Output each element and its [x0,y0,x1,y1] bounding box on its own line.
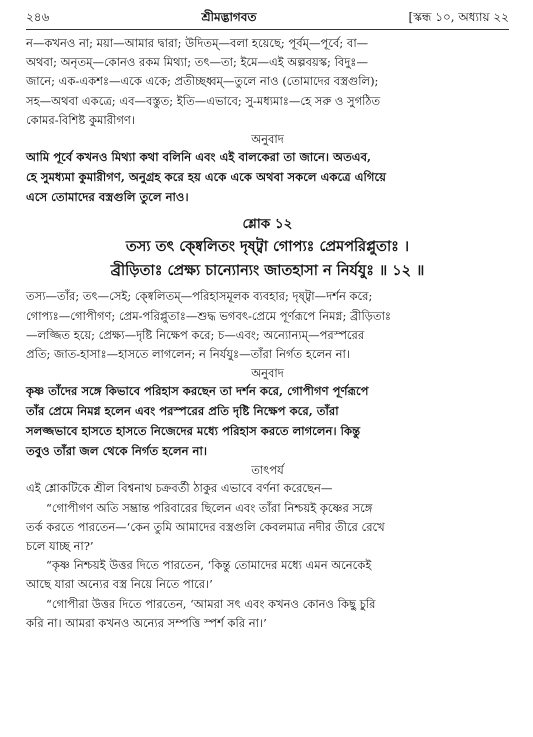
synonym-line: অথবা; অনৃতম্—কোনও রকম মিথ্যা; তৎ—তা; ইমে—এই অল্পবয়স্ক; বিদুঃ— [26,55,368,70]
translation-heading: অনুবাদ [251,366,284,381]
translation-line: হে সুমধ্যমা কুমারীগণ, অনুগ্রহ করে হয় একে একে অথবা সকলে একত্রে এগিয়ে [26,169,386,184]
purport-block [26,479,509,633]
synonyms-block-1 [26,34,509,130]
synonym-line: গোপ্যঃ—গোপীগণ; প্রেম-পরিপ্লুতাঃ—শুদ্ধ ভগবৎ-প্রেমে পূর্ণরূপে নিমগ্ন; ব্রীড়িতাঃ [26,308,392,323]
page-number: ২৪৬ [26,10,50,24]
translation-line: সলজ্জভাবে হাসতে হাসতে নিজেদের মধ্যে পরিহাস করতে লাগলেন। কিন্তু [26,423,361,438]
purport-line: চলে যাচ্ছ না?’ [26,539,94,554]
synonym-line: কোমর-বিশিষ্ট কুমারীগণ। [26,112,135,127]
synonym-line: ন—কখনও না; ময়া—আমার দ্বারা; উদিতম্—বলা হয়েছে; পূর্বম্—পূর্বে; বা— [26,36,369,50]
purport-intro: এই শ্লোকটিকে শ্রীল বিশ্বনাথ চক্রবর্তী ঠাকুর এভাবে বর্ণনা করেছেন— [26,481,333,496]
verse-number: শ্লোক ১২ [242,216,293,233]
chapter-location: [স্কন্ধ ১০, অধ্যায় ২২ [408,10,509,24]
book-title: শ্রীমদ্ভাগবত [201,10,257,24]
synonym-line: প্রতি; জাত-হাসাঃ—হাসতে লাগলেন; ন নির্যযুঃ—তাঁরা নির্গত হলেন না। [26,347,350,362]
synonyms-block-2 [26,287,509,364]
translation-line: তবুও তাঁরা জল থেকে নির্গত হলেন না। [26,443,207,458]
translation-line: আমি পূর্বে কখনও মিথ্যা কথা বলিনি এবং এই বালকেরা তা জানে। অতএব, [26,150,372,165]
purport-line: “গোপীরা উত্তর দিতে পারতেন, ‘আমরা সৎ এবং কখনও কোনও কিছু চুরি [46,596,376,611]
purport-line: আছে যারা অন্যের বস্ত্র নিয়ে নিতে পারে।’ [26,577,213,592]
translation-block-1 [26,148,509,207]
synonym-line: জানে; এক-একশঃ—একে একে; প্রতীচ্ছধ্বম্—তুলে নাও (তোমাদের বস্ত্রগুলি); [26,74,379,89]
synonym-line: —লজ্জিত হয়ে; প্রেক্ষ্য—দৃষ্টি নিক্ষেপ করে; চ—এবং; অন্যোন্যম্—পরস্পরের [26,327,365,342]
translation-line: এসে তোমাদের বস্ত্রগুলি তুলে নাও। [26,189,189,204]
page-header [26,8,509,30]
translation-line: তাঁর প্রেমে নিমগ্ন হলেন এবং পরস্পরের প্রতি দৃষ্টি নিক্ষেপ করে, তাঁরা [26,404,339,419]
sanskrit-verse [26,235,509,283]
purport-line: করি না। আমরা কখনও অন্যের সম্পত্তি স্পর্শ করি না।’ [26,615,267,630]
synonym-line: তস্য—তাঁর; তৎ—সেই; ক্ষ্বেলিতম্—পরিহাসমূলক ব্যবহার; দৃষ্ট্বা—দর্শন করে; [26,289,373,304]
purport-heading: তাৎপর্য [251,463,284,478]
verse-line: তস্য তৎ ক্ষ্বেলিতং দৃষ্ট্বা গোপ্যঃ প্রেমপরিপ্লুতাঃ । [125,238,410,256]
translation-block-2 [26,382,509,461]
purport-line: তর্ক করতে পারতেন—‘কেন তুমি আমাদের বস্ত্রগুলি কেবলমাত্র নদীর তীরে রেখে [26,519,385,534]
purport-line: “গোপীগণ অতি সম্ভ্রান্ত পরিবারের ছিলেন এবং তাঁরা নিশ্চয়ই কৃষ্ণের সঙ্গে [46,500,373,515]
translation-heading: অনুবাদ [251,132,284,147]
purport-line: “কৃষ্ণ নিশ্চয়ই উত্তর দিতে পারতেন, ‘কিন্তু তোমাদের মধ্যে এমন অনেকেই [46,558,372,573]
verse-line: ব্রীড়িতাঃ প্রেক্ষ্য চান্যোন্যং জাতহাসা ন নির্যযুঃ ॥ ১২ ॥ [110,262,425,280]
synonym-line: সহ—অথবা একত্রে; এব—বস্তুত; ইতি—এভাবে; সু-মধ্যমাঃ—হে সরু ও সুগঠিত [26,93,381,108]
translation-line: কৃষ্ণ তাঁদের সঙ্গে কিভাবে পরিহাস করছেন তা দর্শন করে, গোপীগণ পূর্ণরূপে [26,384,369,399]
